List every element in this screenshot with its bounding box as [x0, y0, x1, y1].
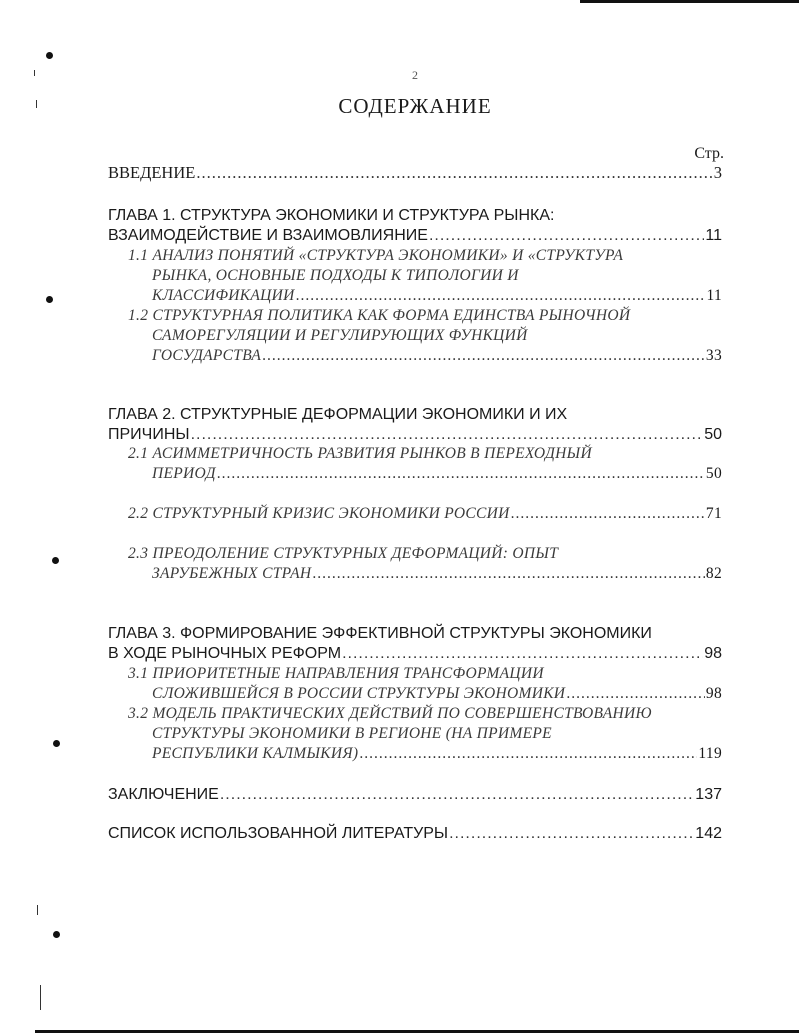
page-number: 2	[412, 68, 418, 82]
punch-hole-mark	[46, 52, 53, 59]
toc-entry-title: ВЗАИМОДЕЙСТВИЕ И ВЗАИМОВЛИЯНИЕ	[108, 227, 428, 244]
punch-hole-mark	[52, 557, 59, 564]
toc-entry-title: ВВЕДЕНИЕ	[108, 163, 196, 182]
toc-entry-section-2-3[interactable]	[152, 564, 722, 584]
toc-entry-title: ГОСУДАРСТВА	[152, 347, 262, 364]
toc-entry-section-1-2[interactable]	[152, 346, 722, 366]
dot-leader	[566, 684, 705, 704]
toc-entry-title: ПЕРИОД	[152, 465, 216, 482]
toc-entry-section-1-1[interactable]	[152, 286, 722, 306]
toc-entry-title: ЗАКЛЮЧЕНИЕ	[108, 786, 219, 803]
toc-entry-chapter-1[interactable]	[108, 226, 722, 246]
toc-entry-section-3-2[interactable]	[152, 744, 722, 764]
scan-edge-top	[580, 0, 799, 3]
toc-entry-title: В ХОДЕ РЫНОЧНЫХ РЕФОРМ	[108, 645, 342, 662]
dot-leader	[296, 286, 706, 306]
dot-leader	[220, 785, 694, 805]
toc-page-number: 71	[705, 505, 722, 522]
scan-edge-bottom	[35, 1030, 799, 1033]
page-column-label: Стр.	[694, 145, 724, 162]
chapter-2-heading-line-1[interactable]: ГЛАВА 2. СТРУКТУРНЫЕ ДЕФОРМАЦИИ ЭКОНОМИКИ И ИХ	[108, 406, 568, 423]
toc-page-number: 142	[695, 825, 722, 842]
page-title: СОДЕРЖАНИЕ	[338, 94, 492, 118]
toc-entry-conclusion[interactable]	[108, 785, 722, 805]
dot-leader	[312, 564, 705, 584]
dot-leader	[359, 744, 697, 764]
section-1-1-line-1[interactable]: 1.1 АНАЛИЗ ПОНЯТИЙ «СТРУКТУРА ЭКОНОМИКИ» И «СТРУКТУРА	[128, 247, 624, 264]
toc-entry-references[interactable]	[108, 824, 722, 844]
chapter-3-heading-line-1[interactable]: ГЛАВА 3. ФОРМИРОВАНИЕ ЭФФЕКТИВНОЙ СТРУКТУРЫ ЭКОНОМИКИ	[108, 625, 652, 642]
scan-speck	[37, 905, 38, 915]
toc-entry-title: КЛАССИФИКАЦИИ	[152, 287, 295, 304]
dot-leader	[429, 226, 704, 246]
toc-page-number: 82	[705, 565, 722, 582]
toc-page-number: 137	[695, 786, 722, 803]
toc-entry-title: РЕСПУБЛИКИ КАЛМЫКИЯ)	[152, 745, 359, 762]
toc-entry-chapter-2[interactable]	[108, 425, 722, 445]
toc-page-number: 50	[705, 465, 722, 482]
toc-entry-chapter-3[interactable]	[108, 644, 722, 664]
toc-entry-section-2-2[interactable]	[128, 504, 722, 524]
toc-page-number: 50	[704, 426, 722, 443]
dot-leader	[196, 163, 712, 183]
punch-hole-mark	[53, 931, 60, 938]
toc-page-number: 119	[698, 745, 722, 762]
toc-entry-title: 2.2 СТРУКТУРНЫЙ КРИЗИС ЭКОНОМИКИ РОССИИ	[128, 505, 510, 522]
toc-entry-section-2-1[interactable]	[152, 464, 722, 484]
dot-leader	[342, 644, 703, 664]
dot-leader	[511, 504, 705, 524]
toc-page-number: 3	[713, 163, 722, 182]
toc-page-number: 33	[705, 347, 722, 364]
section-2-3-line-1[interactable]: 2.3 ПРЕОДОЛЕНИЕ СТРУКТУРНЫХ ДЕФОРМАЦИЙ: ОПЫТ	[128, 545, 559, 562]
scan-speck	[40, 985, 41, 1010]
punch-hole-mark	[46, 296, 53, 303]
section-1-2-line-1[interactable]: 1.2 СТРУКТУРНАЯ ПОЛИТИКА КАК ФОРМА ЕДИНСТВА РЫНОЧНОЙ	[128, 307, 631, 324]
section-3-2-line-1[interactable]: 3.2 МОДЕЛЬ ПРАКТИЧЕСКИХ ДЕЙСТВИЙ ПО СОВЕРШЕНСТВОВАНИЮ	[128, 705, 652, 722]
toc-entry-title: ЗАРУБЕЖНЫХ СТРАН	[152, 565, 312, 582]
dot-leader	[262, 346, 705, 366]
section-3-1-line-1[interactable]: 3.1 ПРИОРИТЕТНЫЕ НАПРАВЛЕНИЯ ТРАНСФОРМАЦИИ	[128, 665, 544, 682]
section-1-1-line-2[interactable]: РЫНКА, ОСНОВНЫЕ ПОДХОДЫ К ТИПОЛОГИИ И	[152, 267, 519, 284]
section-2-1-line-1[interactable]: 2.1 АСИММЕТРИЧНОСТЬ РАЗВИТИЯ РЫНКОВ В ПЕРЕХОДНЫЙ	[128, 445, 592, 462]
toc-entry-section-3-1[interactable]	[152, 684, 722, 704]
toc-page-number: 98	[704, 645, 722, 662]
toc-page-number: 98	[705, 685, 722, 702]
toc-entry-title: СПИСОК ИСПОЛЬЗОВАННОЙ ЛИТЕРАТУРЫ	[108, 825, 449, 842]
toc-page-number: 11	[706, 287, 722, 304]
punch-hole-mark	[53, 740, 60, 747]
toc-entry-title: СЛОЖИВШЕЙСЯ В РОССИИ СТРУКТУРЫ ЭКОНОМИКИ	[152, 685, 566, 702]
dot-leader	[449, 824, 694, 844]
toc-entry-title: ПРИЧИНЫ	[108, 426, 190, 443]
toc-entry-intro[interactable]	[108, 163, 722, 183]
section-1-2-line-2[interactable]: САМОРЕГУЛЯЦИИ И РЕГУЛИРУЮЩИХ ФУНКЦИЙ	[152, 327, 528, 344]
dot-leader	[191, 425, 704, 445]
toc-page-number: 11	[705, 227, 722, 244]
dot-leader	[217, 464, 705, 484]
section-3-2-line-2[interactable]: СТРУКТУРЫ ЭКОНОМИКИ В РЕГИОНЕ (НА ПРИМЕРЕ	[152, 725, 552, 742]
chapter-1-heading-line-1[interactable]: ГЛАВА 1. СТРУКТУРА ЭКОНОМИКИ И СТРУКТУРА РЫНКА:	[108, 207, 555, 224]
